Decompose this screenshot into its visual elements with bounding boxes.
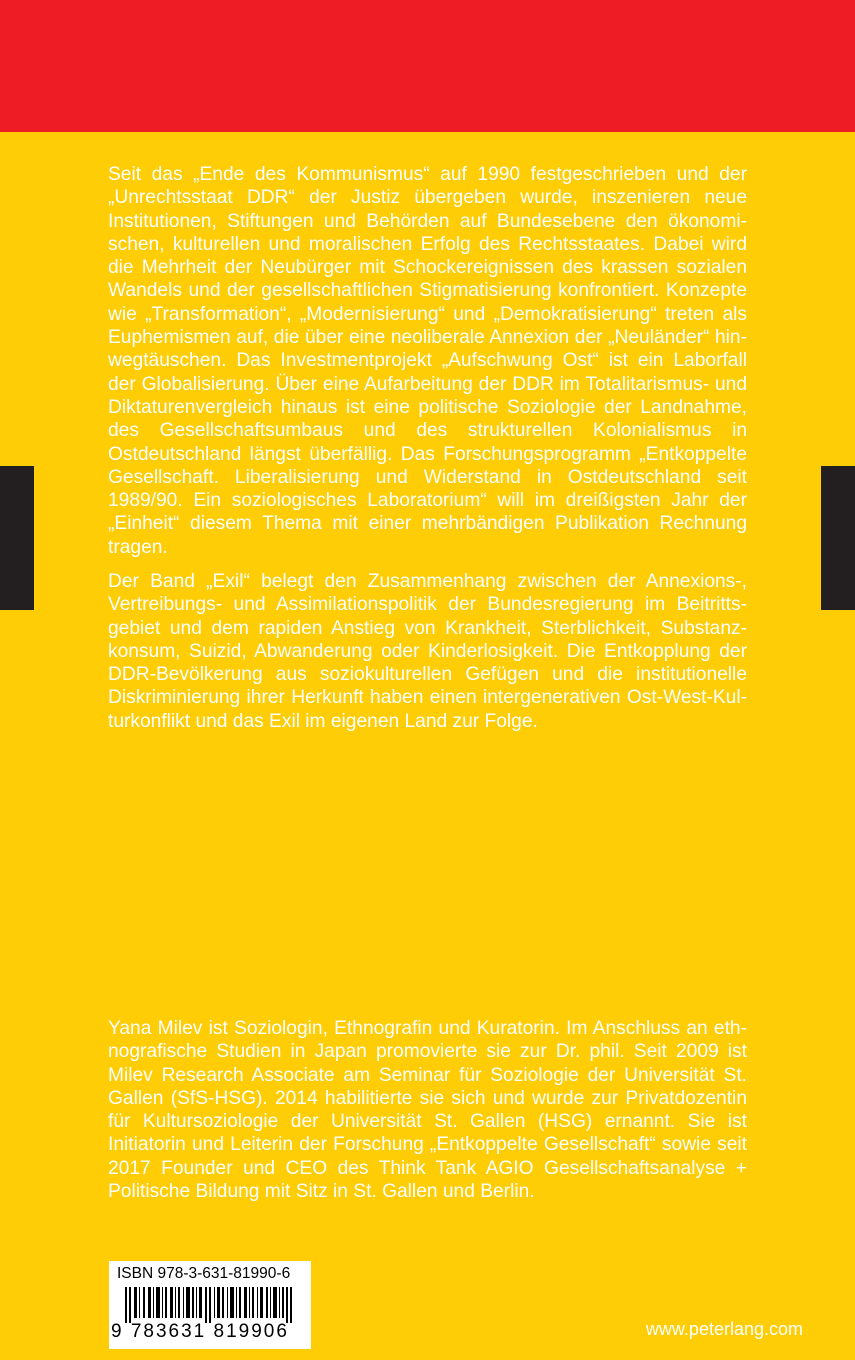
top-color-band [0,0,855,132]
blurb-paragraph-2: Der Band „Exil“ belegt den Zusammenhang zwischen der Annexions-, Vertreibungs- und Assimilationspolitik der Bundesregierung im Beitrittsgebiet und dem rapiden Anstieg von Krankheit, Sterblichkeit, Substanzkonsum, Suizid, Abwanderung oder Kinderlosigkeit. Die Entkopplung der DDR-Bevölkerung aus soziokulturellen Gefügen und die institutionelle Diskriminierung ihrer Herkunft haben einen intergenerativen Ost-West-Kulturkonflikt und das Exil im eigenen Land zur Folge. [108,571,747,732]
author-bio: Yana Milev ist Soziologin, Ethnografin und Kuratorin. Im Anschluss an ethnografische Studien in Japan promovierte sie zur Dr. phil. Seit 2009 ist Milev Research Associate am Seminar für Soziologie der Universität St. Gallen (SfS-HSG). 2014 habilitierte sie sich und wurde zur Privatdozentin für Kultursoziologie der Universität St. Gallen (HSG) ernannt. Sie ist Initiatorin und Leiterin der Forschung „Entkoppelte Gesellschaft“ sowie seit 2017 Founder und CEO des Think Tank AGIO Gesellschaftsanalyse + Politische Bildung mit Sitz in St. Gallen und Berlin. [108,1018,747,1203]
left-spine-bar [0,466,34,610]
publisher-url[interactable]: www.peterlang.com [645,1319,803,1339]
blurb-paragraph-1: Seit das „Ende des Kommunismus“ auf 1990 festgeschrieben und der „Unrechtsstaat DDR“ der Justiz übergeben wurde, inszenieren neue Institutionen, Stiftungen und Behörden auf Bundesebene den ökonomischen, kulturellen und moralischen Erfolg des Rechtsstaates. Dabei wird die Mehrheit der Neubürger mit Schockereignissen des krassen sozialen Wandels und der gesellschaftlichen Stigmatisierung konfrontiert. Konzepte wie „Transformation“, „Modernisierung“ und „Demokratisierung“ treten als Euphemismen auf, die über eine neoliberale Annexion der „Neuländer“ hinwegtäuschen. Das Investmentprojekt „Aufschwung Ost“ ist ein Laborfall der Globalisierung. Über eine Aufarbeitung der DDR im Totalitarismus- und Diktaturenvergleich hinaus ist eine politische Soziologie der Landnahme, des Gesellschaftsumbaus und des strukturellen Kolonialismus in Ostdeutschland längst überfällig. Das Forschungsprogramm „Entkoppelte Gesellschaft. Liberalisierung und Widerstand in Ostdeutschland seit 1989/90. Ein soziologisches Laboratorium“ will im dreißigsten Jahr der „Einheit“ diesem Thema mit einer mehrbändigen Publikation Rechnung tragen. [108,164,747,558]
barcode-digits: 9 783631 819906 [111,1321,289,1342]
barcode-bars [121,1287,305,1323]
isbn-label: ISBN 978-3-631-81990-6 [117,1265,291,1282]
isbn-barcode [109,1261,311,1349]
right-spine-bar [821,466,855,610]
